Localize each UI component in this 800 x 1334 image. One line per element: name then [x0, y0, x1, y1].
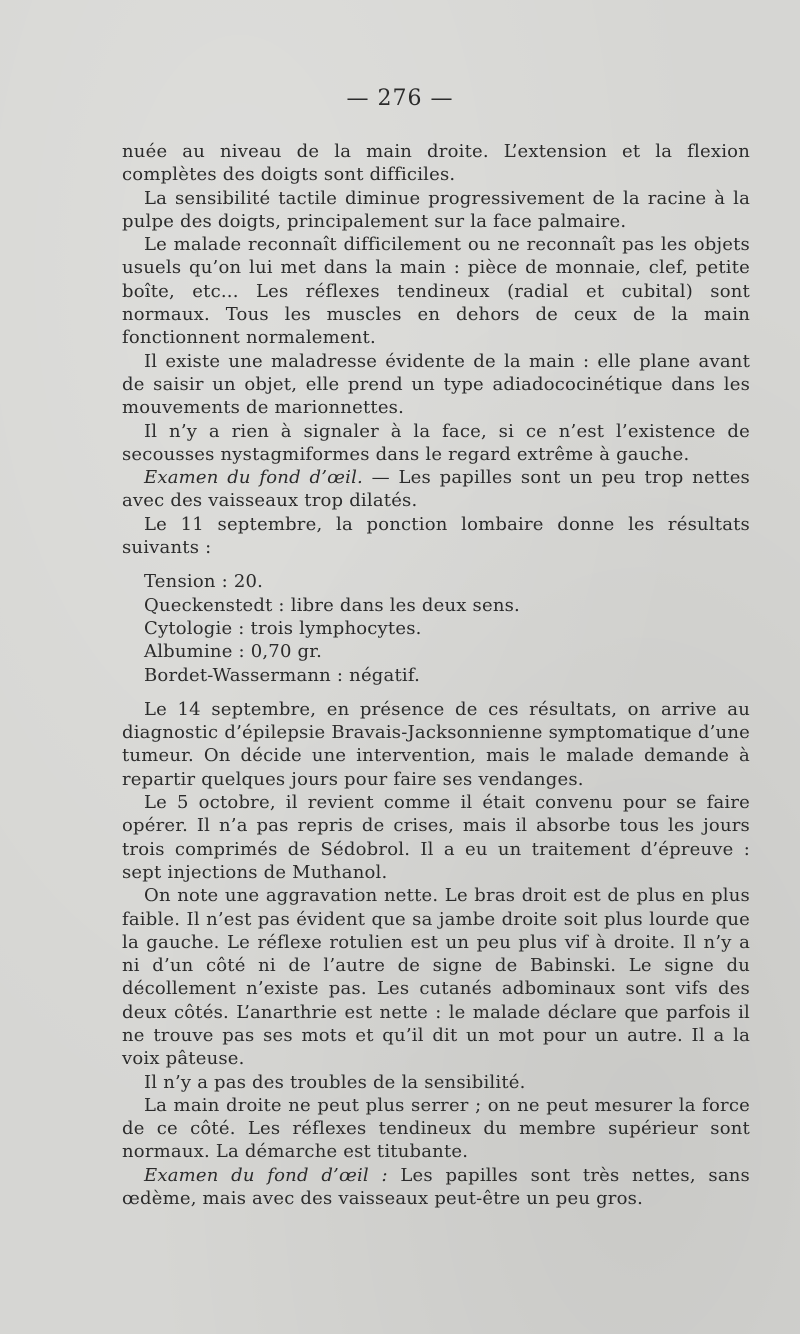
result-label: Tension :: [144, 571, 228, 593]
result-value: 0,70 gr.: [250, 641, 323, 663]
result-value: libre dans les deux sens.: [290, 594, 520, 616]
fundus-exam-paragraph: [122, 466, 750, 513]
paragraph: Il n’y a pas des troubles de la sensibilité.: [144, 1071, 526, 1093]
result-value: 20.: [233, 571, 264, 593]
fundus-exam-text: — Les papilles sont un peu trop nettes avec des vaisseaux trop dilatés.: [122, 467, 750, 512]
result-row: [144, 617, 750, 640]
lumbar-results-list: [122, 570, 750, 686]
result-row: [144, 594, 750, 617]
result-label: Albumine :: [144, 641, 245, 663]
fundus-exam-label: Examen du fond d’œil :: [144, 1164, 388, 1186]
paragraph: Il n’y a rien à signaler à la face, si ce n’est l’existence de secousses nystagmiformes dans le regard extrême à gauche.: [122, 420, 750, 465]
result-row: [144, 640, 750, 663]
paragraph: La main droite ne peut plus serrer ; on ne peut mesurer la force de ce côté. Les réflexes tendineux du membre supérieur sont normaux. La démarche est titubante.: [122, 1094, 750, 1163]
paragraph: nuée au niveau de la main droite. L’extension et la flexion complètes des doigts sont difficiles.: [122, 141, 750, 186]
paragraph: Le malade reconnaît difficilement ou ne reconnaît pas les objets usuels qu’on lui met dans la main : pièce de monnaie, clef, petite boîte, etc... Les réflexes tendineux (radial et cubital) sont normaux. Tous les muscles en dehors de ceux de la main fonctionnent normalement.: [122, 234, 750, 349]
lumbar-puncture-intro: Le 11 septembre, la ponction lombaire donne les résultats suivants :: [122, 513, 750, 559]
result-label: Queckenstedt :: [144, 594, 285, 616]
paragraph: Il existe une maladresse évidente de la main : elle plane avant de saisir un objet, elle prend un type adiadococinétique dans les mouvements de marionnettes.: [122, 350, 750, 419]
result-row: [144, 664, 750, 687]
result-label: Cytologie :: [144, 617, 245, 639]
paragraph: La sensibilité tactile diminue progressivement de la racine à la pulpe des doigts, principalement sur la face palmaire.: [122, 187, 750, 232]
body-text: [122, 140, 750, 1210]
result-value: trois lymphocytes.: [250, 617, 422, 639]
paragraph: On note une aggravation nette. Le bras droit est de plus en plus faible. Il n’est pas évident que sa jambe droite soit plus lourde que la gauche. Le réflexe rotulien est un peu plus vif à droite. Il n’y a ni d’un côté ni de l’autre de signe de Babinski. Le signe du décollement n’existe pas. Les cutanés adbominaux sont vifs des deux côtés. L’anarthrie est nette : le malade déclare que parfois il ne trouve pas ses mots et qu’il dit un mot pour un autre. Il a la voix pâteuse.: [122, 885, 750, 1070]
page-number: — 276 —: [346, 86, 454, 111]
paragraph: Le 5 octobre, il revient comme il était convenu pour se faire opérer. Il n’a pas repris de crises, mais il absorbe tous les jours trois comprimés de Sédobrol. Il a eu un traitement d’épreuve : sept injections de Muthanol.: [122, 792, 750, 883]
fundus-exam-paragraph: [122, 1164, 750, 1211]
paragraph: Le 14 septembre, en présence de ces résultats, on arrive au diagnostic d’épilepsie Bravais-Jacksonnienne symptomatique d’une tumeur. On décide une intervention, mais le malade demande à repartir quelques jours pour faire ses vendanges.: [122, 698, 750, 790]
result-row: [144, 570, 750, 593]
fundus-exam-text: Les papilles sont très nettes, sans œdème, mais avec des vaisseaux peut-être un peu gros.: [122, 1164, 750, 1210]
fundus-exam-label: Examen du fond d’œil.: [144, 467, 363, 489]
result-value: négatif.: [349, 664, 420, 686]
result-label: Bordet-Wassermann :: [144, 664, 344, 686]
